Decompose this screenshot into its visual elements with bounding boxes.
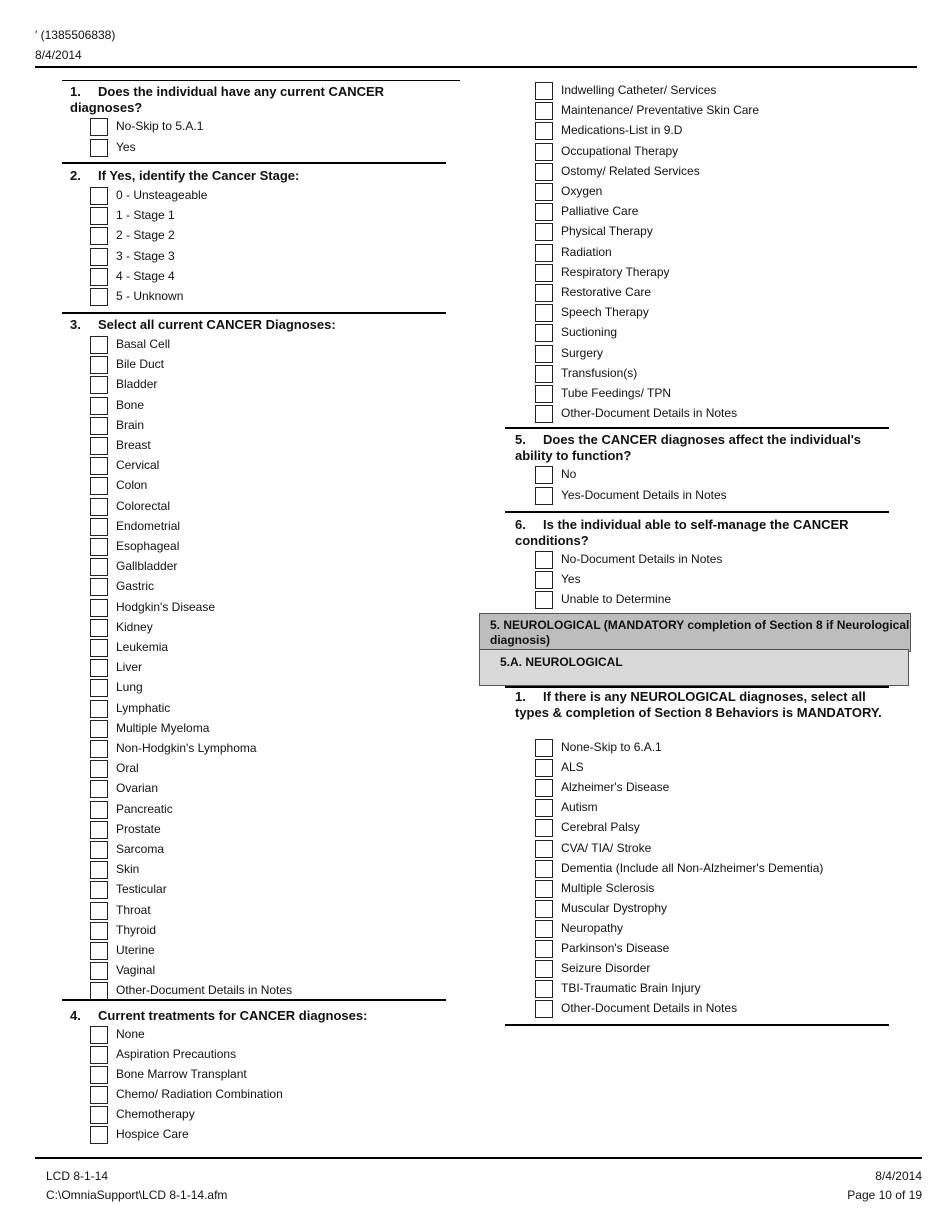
question-text: Current treatments for CANCER diagnoses: xyxy=(98,1008,368,1023)
checkbox[interactable] xyxy=(90,139,108,157)
checkbox[interactable] xyxy=(535,980,553,998)
checkbox[interactable] xyxy=(90,962,108,980)
option-label: Speech Therapy xyxy=(561,305,649,319)
footer-date: 8/4/2014 xyxy=(875,1169,922,1183)
option-label: Dementia (Include all Non-Alzheimer's Dementia) xyxy=(561,861,824,875)
option-label: Seizure Disorder xyxy=(561,961,651,975)
question-number: 5. xyxy=(515,432,526,447)
checkbox[interactable] xyxy=(535,304,553,322)
q2-rule xyxy=(62,162,446,164)
question-number: 1. xyxy=(515,689,526,704)
option-label: Occupational Therapy xyxy=(561,144,679,158)
question-number: 6. xyxy=(515,517,526,532)
option-label: 1 - Stage 1 xyxy=(116,208,175,222)
option-label: Breast xyxy=(116,438,151,452)
checkbox[interactable] xyxy=(90,1086,108,1104)
header-rule xyxy=(35,66,917,68)
header-date: 8/4/2014 xyxy=(35,48,82,62)
checkbox[interactable] xyxy=(535,385,553,403)
option-label: Leukemia xyxy=(116,640,169,654)
checkbox[interactable] xyxy=(535,739,553,757)
checkbox[interactable] xyxy=(90,248,108,266)
option-label: Unable to Determine xyxy=(561,592,672,606)
option-label: None xyxy=(116,1027,145,1041)
checkbox[interactable] xyxy=(90,679,108,697)
option-label: Maintenance/ Preventative Skin Care xyxy=(561,103,760,117)
checkbox[interactable] xyxy=(535,591,553,609)
checkbox[interactable] xyxy=(90,1106,108,1124)
option-label: Kidney xyxy=(116,620,153,634)
option-label: Yes xyxy=(561,572,581,586)
checkbox[interactable] xyxy=(535,860,553,878)
checkbox[interactable] xyxy=(535,571,553,589)
checkbox[interactable] xyxy=(535,940,553,958)
checkbox[interactable] xyxy=(535,759,553,777)
checkbox[interactable] xyxy=(535,880,553,898)
option-label: ALS xyxy=(561,760,584,774)
question-cancer-diagnoses xyxy=(70,317,440,333)
question-cancer-treatments xyxy=(70,1008,440,1024)
option-label: No xyxy=(561,467,577,481)
option-label: Throat xyxy=(116,903,151,917)
checkbox[interactable] xyxy=(535,1000,553,1018)
option-label: Endometrial xyxy=(116,519,181,533)
option-label: Surgery xyxy=(561,346,604,360)
checkbox[interactable] xyxy=(90,118,108,136)
nq1-end-rule xyxy=(505,1024,889,1026)
checkbox[interactable] xyxy=(535,244,553,262)
option-label: Hodgkin's Disease xyxy=(116,600,216,614)
question-number: 1. xyxy=(70,84,81,99)
option-label: Liver xyxy=(116,660,143,674)
checkbox[interactable] xyxy=(90,881,108,899)
checkbox[interactable] xyxy=(90,376,108,394)
checkbox[interactable] xyxy=(90,659,108,677)
question-cancer-stage xyxy=(70,168,440,184)
checkbox[interactable] xyxy=(90,437,108,455)
checkbox[interactable] xyxy=(90,861,108,879)
checkbox[interactable] xyxy=(90,942,108,960)
checkbox[interactable] xyxy=(535,284,553,302)
question-text: If Yes, identify the Cancer Stage: xyxy=(98,168,300,183)
option-label: Alzheimer's Disease xyxy=(561,780,670,794)
question-number: 2. xyxy=(70,168,81,183)
question-cancer-affect-function xyxy=(515,432,887,464)
checkbox[interactable] xyxy=(90,558,108,576)
checkbox[interactable] xyxy=(90,1126,108,1144)
option-label: Other-Document Details in Notes xyxy=(561,1001,738,1015)
checkbox[interactable] xyxy=(90,288,108,306)
record-id: ' (1385506838) xyxy=(35,28,116,42)
option-label: Testicular xyxy=(116,882,167,896)
option-label: Thyroid xyxy=(116,923,157,937)
footer-file-path: C:\OmniaSupport\LCD 8-1-14.afm xyxy=(46,1188,228,1202)
option-label: 2 - Stage 2 xyxy=(116,228,175,242)
checkbox[interactable] xyxy=(90,740,108,758)
option-label: Parkinson's Disease xyxy=(561,941,670,955)
checkbox[interactable] xyxy=(90,1066,108,1084)
option-label: Uterine xyxy=(116,943,155,957)
checkbox[interactable] xyxy=(90,639,108,657)
option-label: Hospice Care xyxy=(116,1127,189,1141)
checkbox[interactable] xyxy=(90,356,108,374)
checkbox[interactable] xyxy=(535,799,553,817)
option-label: CVA/ TIA/ Stroke xyxy=(561,841,652,855)
section-header-neurological: 5. NEUROLOGICAL (MANDATORY completion of Section 8 if Neurological diagnosis) xyxy=(479,613,911,652)
checkbox[interactable] xyxy=(535,264,553,282)
checkbox[interactable] xyxy=(90,1046,108,1064)
option-label: 3 - Stage 3 xyxy=(116,249,175,263)
checkbox[interactable] xyxy=(90,780,108,798)
option-label: Gallbladder xyxy=(116,559,178,573)
checkbox[interactable] xyxy=(90,336,108,354)
option-label: Oral xyxy=(116,761,139,775)
checkbox[interactable] xyxy=(535,183,553,201)
option-label: Yes xyxy=(116,140,136,154)
option-label: Cervical xyxy=(116,458,160,472)
checkbox[interactable] xyxy=(535,551,553,569)
checkbox[interactable] xyxy=(535,900,553,918)
checkbox[interactable] xyxy=(90,187,108,205)
checkbox[interactable] xyxy=(535,122,553,140)
option-label: Non-Hodgkin's Lymphoma xyxy=(116,741,257,755)
option-label: Chemotherapy xyxy=(116,1107,195,1121)
checkbox[interactable] xyxy=(535,82,553,100)
question-text: If there is any NEUROLOGICAL diagnoses, select all types & completion of Section 8 Behaviors is MANDATORY. xyxy=(515,689,882,720)
checkbox[interactable] xyxy=(90,578,108,596)
option-label: Basal Cell xyxy=(116,337,171,351)
option-label: Tube Feedings/ TPN xyxy=(561,386,672,400)
checkbox[interactable] xyxy=(90,599,108,617)
checkbox[interactable] xyxy=(90,268,108,286)
option-label: Esophageal xyxy=(116,539,180,553)
question-text: Select all current CANCER Diagnoses: xyxy=(98,317,336,332)
checkbox[interactable] xyxy=(535,779,553,797)
question-number: 4. xyxy=(70,1008,81,1023)
option-label: Transfusion(s) xyxy=(561,366,638,380)
checkbox[interactable] xyxy=(90,457,108,475)
question-cancer-self-manage xyxy=(515,517,887,549)
option-label: Vaginal xyxy=(116,963,156,977)
option-label: Bone Marrow Transplant xyxy=(116,1067,247,1081)
checkbox[interactable] xyxy=(90,760,108,778)
q6-rule xyxy=(505,511,889,513)
option-label: Respiratory Therapy xyxy=(561,265,670,279)
checkbox[interactable] xyxy=(90,417,108,435)
checkbox[interactable] xyxy=(90,801,108,819)
option-label: Restorative Care xyxy=(561,285,652,299)
checkbox[interactable] xyxy=(90,477,108,495)
question-neurological-diagnoses xyxy=(515,689,887,721)
checkbox[interactable] xyxy=(535,920,553,938)
q1-rule xyxy=(62,80,460,81)
checkbox[interactable] xyxy=(90,207,108,225)
option-label: Colorectal xyxy=(116,499,171,513)
checkbox[interactable] xyxy=(535,405,553,423)
checkbox[interactable] xyxy=(535,466,553,484)
question-text: Does the CANCER diagnoses affect the individual's ability to function? xyxy=(515,432,862,463)
option-label: Lung xyxy=(116,680,143,694)
checkbox[interactable] xyxy=(90,982,108,1000)
option-label: Aspiration Precautions xyxy=(116,1047,237,1061)
checkbox[interactable] xyxy=(535,163,553,181)
option-label: Yes-Document Details in Notes xyxy=(561,488,727,502)
footer-form-name: LCD 8-1-14 xyxy=(46,1169,109,1183)
q4-rule xyxy=(62,999,446,1001)
footer-rule xyxy=(35,1157,922,1159)
option-label: 0 - Unsteageable xyxy=(116,188,208,202)
question-number: 3. xyxy=(70,317,81,332)
option-label: Ostomy/ Related Services xyxy=(561,164,700,178)
option-label: Muscular Dystrophy xyxy=(561,901,668,915)
checkbox[interactable] xyxy=(90,397,108,415)
checkbox[interactable] xyxy=(90,498,108,516)
checkbox[interactable] xyxy=(90,922,108,940)
checkbox[interactable] xyxy=(90,518,108,536)
checkbox[interactable] xyxy=(535,960,553,978)
checkbox[interactable] xyxy=(90,720,108,738)
option-label: None-Skip to 6.A.1 xyxy=(561,740,662,754)
subsection-header-neurological: 5.A. NEUROLOGICAL xyxy=(479,649,909,686)
option-label: Radiation xyxy=(561,245,612,259)
option-label: TBI-Traumatic Brain Injury xyxy=(561,981,701,995)
option-label: Bladder xyxy=(116,377,158,391)
option-label: Suctioning xyxy=(561,325,618,339)
option-label: 4 - Stage 4 xyxy=(116,269,175,283)
checkbox[interactable] xyxy=(535,840,553,858)
question-cancer-current xyxy=(70,84,440,116)
option-label: Indwelling Catheter/ Services xyxy=(561,83,717,97)
option-label: Oxygen xyxy=(561,184,603,198)
option-label: No-Document Details in Notes xyxy=(561,552,723,566)
checkbox[interactable] xyxy=(535,223,553,241)
option-label: Cerebral Palsy xyxy=(561,820,640,834)
option-label: Sarcoma xyxy=(116,842,165,856)
option-label: Ovarian xyxy=(116,781,159,795)
q5-rule xyxy=(505,427,889,429)
option-label: Medications-List in 9.D xyxy=(561,123,683,137)
checkbox[interactable] xyxy=(90,821,108,839)
footer-page-number: Page 10 of 19 xyxy=(847,1188,922,1202)
option-label: Other-Document Details in Notes xyxy=(561,406,738,420)
option-label: Lymphatic xyxy=(116,701,171,715)
option-label: Bone xyxy=(116,398,145,412)
checkbox[interactable] xyxy=(535,324,553,342)
checkbox[interactable] xyxy=(535,345,553,363)
option-label: Brain xyxy=(116,418,145,432)
option-label: Bile Duct xyxy=(116,357,165,371)
checkbox[interactable] xyxy=(535,102,553,120)
nq1-rule xyxy=(505,686,889,688)
checkbox[interactable] xyxy=(90,538,108,556)
checkbox[interactable] xyxy=(535,365,553,383)
option-label: Palliative Care xyxy=(561,204,639,218)
option-label: Other-Document Details in Notes xyxy=(116,983,293,997)
option-label: Gastric xyxy=(116,579,155,593)
option-label: Colon xyxy=(116,478,148,492)
checkbox[interactable] xyxy=(90,227,108,245)
option-label: 5 - Unknown xyxy=(116,289,184,303)
checkbox[interactable] xyxy=(535,487,553,505)
option-label: Prostate xyxy=(116,822,161,836)
checkbox[interactable] xyxy=(535,203,553,221)
option-label: Physical Therapy xyxy=(561,224,653,238)
q3-rule xyxy=(62,312,446,314)
question-text: Does the individual have any current CANCER diagnoses? xyxy=(70,84,385,115)
checkbox[interactable] xyxy=(535,819,553,837)
option-label: No-Skip to 5.A.1 xyxy=(116,119,204,133)
checkbox[interactable] xyxy=(90,902,108,920)
checkbox[interactable] xyxy=(90,1026,108,1044)
checkbox[interactable] xyxy=(90,619,108,637)
option-label: Skin xyxy=(116,862,140,876)
checkbox[interactable] xyxy=(90,841,108,859)
option-label: Autism xyxy=(561,800,598,814)
option-label: Multiple Sclerosis xyxy=(561,881,655,895)
option-label: Pancreatic xyxy=(116,802,173,816)
checkbox[interactable] xyxy=(90,700,108,718)
option-label: Neuropathy xyxy=(561,921,624,935)
option-label: Chemo/ Radiation Combination xyxy=(116,1087,283,1101)
option-label: Multiple Myeloma xyxy=(116,721,210,735)
question-text: Is the individual able to self-manage the CANCER conditions? xyxy=(515,517,849,548)
checkbox[interactable] xyxy=(535,143,553,161)
